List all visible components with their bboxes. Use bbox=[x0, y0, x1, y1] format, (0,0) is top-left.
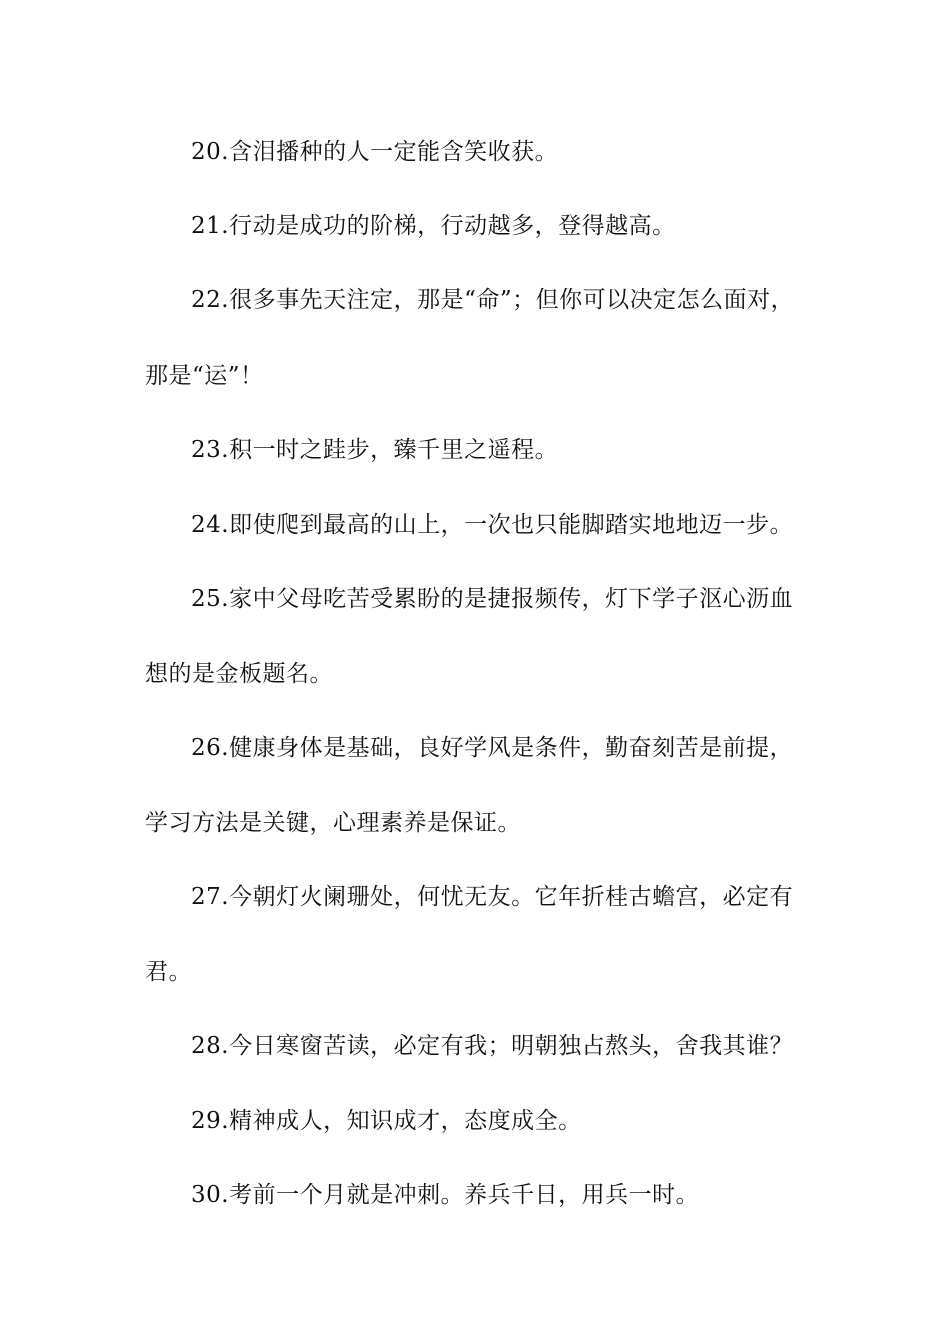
paragraph-28: 28.今日寒窗苦读，必定有我；明朝独占熬头，舍我其谁？ bbox=[191, 1033, 794, 1059]
paragraph-20: 20.含泪播种的人一定能含笑收获。 bbox=[191, 139, 559, 165]
paragraph-25-continued: 想的是金板题名。 bbox=[145, 661, 333, 687]
paragraph-26-continued: 学习方法是关键，心理素养是保证。 bbox=[145, 810, 521, 836]
paragraph-26: 26.健康身体是基础，良好学风是条件，勤奋刻苦是前提， bbox=[191, 735, 794, 761]
paragraph-22: 22.很多事先天注定，那是“命”；但你可以决定怎么面对， bbox=[191, 287, 795, 313]
paragraph-21: 21.行动是成功的阶梯，行动越多，登得越高。 bbox=[191, 213, 676, 239]
paragraph-29: 29.精神成人，知识成才，态度成全。 bbox=[191, 1108, 582, 1134]
paragraph-22-continued: 那是“运”！ bbox=[145, 363, 264, 389]
paragraph-23: 23.积一时之跬步，臻千里之遥程。 bbox=[191, 437, 559, 463]
paragraph-27: 27.今朝灯火阑珊处，何忧无友。它年折桂古蟾宫，必定有 bbox=[191, 884, 794, 910]
paragraph-30: 30.考前一个月就是冲刺。养兵千日，用兵一时。 bbox=[191, 1182, 700, 1208]
paragraph-25: 25.家中父母吃苦受累盼的是捷报频传，灯下学子沤心沥血 bbox=[191, 586, 794, 612]
paragraph-27-continued: 君。 bbox=[145, 959, 192, 985]
paragraph-24: 24.即使爬到最高的山上，一次也只能脚踏实地地迈一步。 bbox=[191, 512, 794, 538]
